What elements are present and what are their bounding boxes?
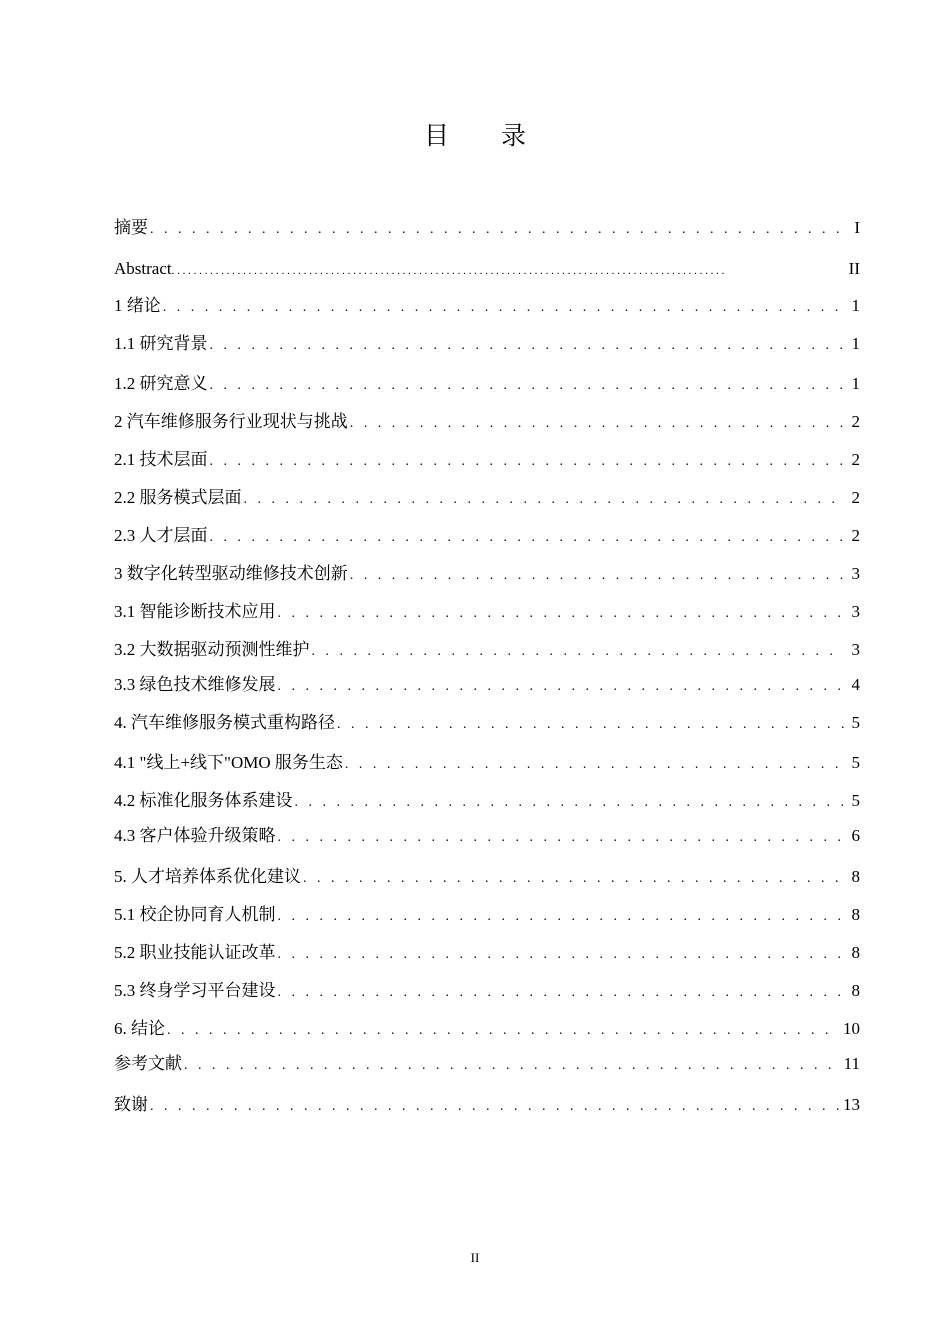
toc-entry-label: 4.2 标准化服务体系建设: [114, 791, 293, 810]
toc-entry-2-2[interactable]: [114, 486, 860, 512]
toc-entry-page: 3: [851, 640, 860, 659]
toc-entry-label: 2.1 技术层面: [114, 450, 208, 469]
toc-leader-dots: [278, 905, 845, 929]
toc-leader-dots: [337, 713, 844, 737]
toc-entry-label: 5. 人才培养体系优化建议: [114, 867, 301, 886]
toc-leader-dots: [345, 753, 844, 777]
toc-entry-page: 5: [851, 713, 860, 732]
toc-entry-5-1[interactable]: [114, 903, 860, 929]
toc-leader-dots: [184, 1054, 840, 1078]
toc-entry-label: 1.1 研究背景: [114, 334, 208, 353]
toc-entry-label: 3.1 智能诊断技术应用: [114, 602, 276, 621]
toc-entry-page: 11: [843, 1054, 860, 1073]
toc-entry-4-2[interactable]: [114, 789, 860, 815]
toc-entry-page: 2: [851, 526, 860, 545]
toc-entry-label: 4.3 客户体验升级策略: [114, 826, 276, 845]
toc-entry-label: 致谢: [114, 1095, 148, 1114]
toc-leader-dots: [210, 450, 845, 474]
toc-entry-label: 1 绪论: [114, 296, 161, 315]
toc-entry-3-1[interactable]: [114, 600, 860, 626]
toc-entry-page: 8: [851, 867, 860, 886]
toc-entry-page: 3: [851, 602, 860, 621]
toc-entry-page: I: [854, 218, 860, 237]
toc-entry-label: 摘要: [114, 218, 148, 237]
toc-entry-label: 3.2 大数据驱动预测性维护: [114, 640, 310, 659]
toc-entry-page: 8: [851, 905, 860, 924]
toc-leader-dots: [172, 259, 847, 283]
toc-entry-label: 3.3 绿色技术维修发展: [114, 675, 276, 694]
toc-entry-page: 4: [851, 675, 860, 694]
toc-leader-dots: [210, 374, 845, 398]
toc-entry-2-3[interactable]: [114, 524, 860, 550]
toc-entry-abstract-cn[interactable]: [114, 216, 860, 242]
toc-leader-dots: [210, 526, 845, 550]
toc-entry-label: 5.2 职业技能认证改革: [114, 943, 276, 962]
toc-entry-ch4[interactable]: [114, 711, 860, 737]
toc-entry-ch5[interactable]: [114, 865, 860, 891]
toc-entry-label: 2 汽车维修服务行业现状与挑战: [114, 412, 348, 431]
toc-entry-1-2[interactable]: [114, 372, 860, 398]
toc-entry-page: 8: [851, 981, 860, 1000]
table-of-contents: [114, 210, 860, 1119]
toc-entry-page: II: [848, 259, 860, 278]
toc-leader-dots: [312, 640, 845, 664]
toc-leader-dots: [150, 1095, 839, 1119]
toc-entry-label: 6. 结论: [114, 1019, 165, 1038]
toc-entry-label: 4. 汽车维修服务模式重构路径: [114, 713, 335, 732]
toc-leader-dots: [278, 675, 845, 699]
toc-entry-4-3[interactable]: [114, 824, 860, 850]
toc-leader-dots: [210, 334, 845, 358]
toc-leader-dots: [350, 564, 844, 588]
toc-entry-label: 3 数字化转型驱动维修技术创新: [114, 564, 348, 583]
toc-entry-ch1[interactable]: [114, 294, 860, 320]
toc-leader-dots: [163, 296, 844, 320]
toc-leader-dots: [295, 791, 845, 815]
toc-leader-dots: [278, 826, 845, 850]
toc-entry-page: 6: [851, 826, 860, 845]
toc-leader-dots: [350, 412, 844, 436]
toc-entry-label: 4.1 "线上+线下"OMO 服务生态: [114, 753, 343, 772]
toc-leader-dots: [167, 1019, 839, 1043]
toc-entry-ch2[interactable]: [114, 410, 860, 436]
toc-entry-page: 10: [843, 1019, 860, 1038]
toc-entry-page: 1: [851, 334, 860, 353]
toc-entry-page: 2: [851, 412, 860, 431]
toc-entry-3-2[interactable]: [114, 638, 860, 664]
footer-page-number: II: [470, 1250, 480, 1265]
toc-entry-4-1[interactable]: [114, 751, 860, 777]
toc-entry-label: 2.2 服务模式层面: [114, 488, 242, 507]
toc-entry-page: 3: [851, 564, 860, 583]
toc-entry-page: 1: [851, 374, 860, 393]
toc-entry-1-1[interactable]: [114, 332, 860, 358]
toc-leader-dots: [278, 943, 845, 967]
toc-entry-references[interactable]: [114, 1052, 860, 1078]
toc-entry-page: 5: [851, 753, 860, 772]
toc-entry-page: 13: [843, 1095, 860, 1114]
toc-leader-dots: [303, 867, 844, 891]
toc-entry-page: 5: [851, 791, 860, 810]
toc-entry-ch3[interactable]: [114, 562, 860, 588]
toc-entry-label: Abstract: [114, 259, 172, 278]
toc-leader-dots: [278, 981, 845, 1005]
toc-entry-page: 1: [851, 296, 860, 315]
toc-entry-3-3[interactable]: [114, 673, 860, 699]
toc-entry-label: 2.3 人才层面: [114, 526, 208, 545]
toc-entry-acknowledgements[interactable]: [114, 1093, 860, 1119]
toc-entry-page: 2: [851, 450, 860, 469]
toc-entry-label: 参考文献: [114, 1054, 182, 1073]
toc-entry-abstract-en[interactable]: [114, 257, 860, 283]
toc-leader-dots: [150, 218, 844, 242]
toc-entry-5-2[interactable]: [114, 941, 860, 967]
toc-entry-label: 5.3 终身学习平台建设: [114, 981, 276, 1000]
toc-entry-page: 8: [851, 943, 860, 962]
toc-entry-page: 2: [851, 488, 860, 507]
toc-entry-2-1[interactable]: [114, 448, 860, 474]
toc-entry-ch6[interactable]: [114, 1017, 860, 1043]
toc-leader-dots: [278, 602, 845, 626]
page-title: 目 录: [424, 121, 548, 150]
toc-entry-label: 5.1 校企协同育人机制: [114, 905, 276, 924]
toc-entry-label: 1.2 研究意义: [114, 374, 208, 393]
toc-entry-5-3[interactable]: [114, 979, 860, 1005]
toc-leader-dots: [244, 488, 845, 512]
